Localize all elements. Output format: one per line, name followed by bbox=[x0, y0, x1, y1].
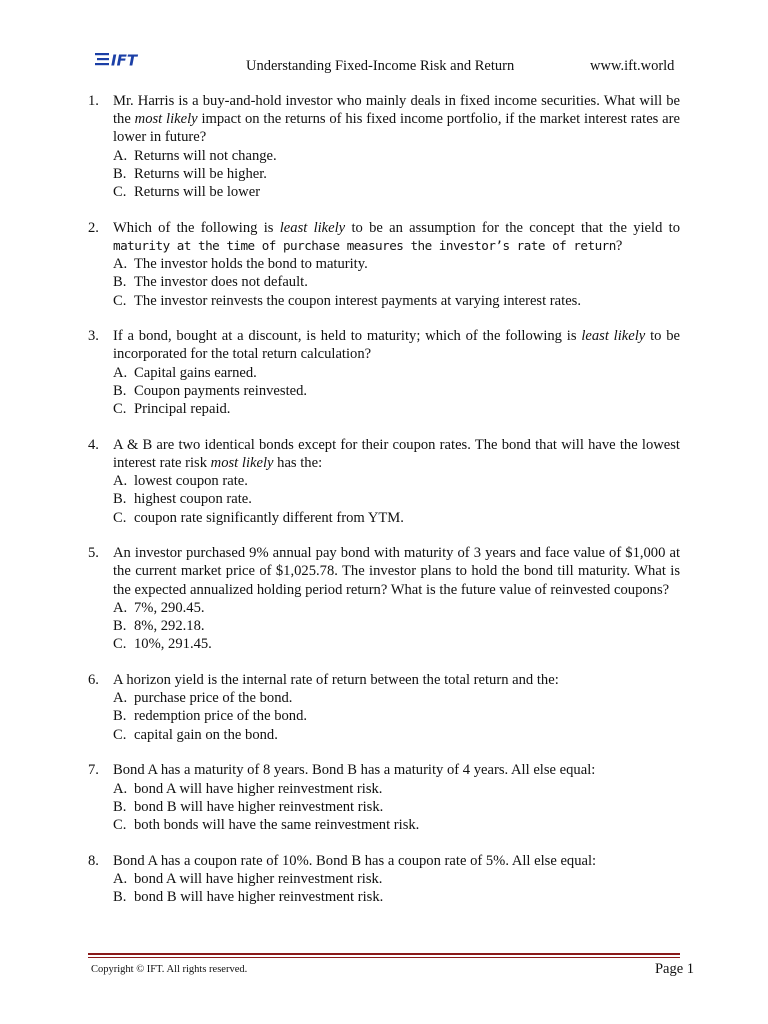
question-number: 7. bbox=[88, 762, 99, 779]
question-emphasis: least likely bbox=[581, 328, 646, 345]
option-text: Principal repaid. bbox=[134, 401, 231, 418]
option-text: both bonds will have the same reinvestment risk. bbox=[134, 816, 420, 833]
question-item bbox=[88, 671, 680, 744]
question-text bbox=[113, 92, 680, 147]
question-text-segment: Which of the following is bbox=[113, 219, 280, 236]
option-letter: A. bbox=[113, 599, 128, 616]
option-letter: B. bbox=[113, 274, 127, 291]
question-emphasis: most likely bbox=[210, 454, 274, 471]
option-letter: B. bbox=[113, 708, 127, 725]
option-text: purchase price of the bond. bbox=[134, 690, 293, 707]
option-letter: C. bbox=[113, 509, 127, 526]
question-item bbox=[88, 219, 680, 310]
question-text-segment: has the: bbox=[273, 454, 323, 471]
option-letter: B. bbox=[113, 618, 127, 635]
question-text-segment: If a bond, bought at a discount, is held to maturity; which of the following is bbox=[113, 328, 582, 345]
option-text: redemption price of the bond. bbox=[134, 708, 308, 725]
answer-option bbox=[113, 472, 680, 490]
option-letter: A. bbox=[113, 473, 128, 490]
option-letter: A. bbox=[113, 364, 128, 381]
option-letter: A. bbox=[113, 780, 128, 797]
question-text bbox=[113, 327, 680, 363]
ift-logo-text: IFT bbox=[111, 51, 138, 68]
question-number: 4. bbox=[88, 436, 99, 453]
option-text: bond B will have higher reinvestment risk. bbox=[134, 889, 384, 906]
answer-options bbox=[113, 364, 680, 419]
option-text: 10%, 291.45. bbox=[134, 636, 212, 653]
question-text-segment: An investor purchased 9% annual pay bond with maturity of 3 years and face value of $1,000 at the current market price of $1,025.78. The investor plans to hold the bond till maturity. What is the expected annualized holding period return? What is the future value of reinvested coupons? bbox=[113, 545, 680, 598]
question-list bbox=[88, 92, 680, 924]
answer-option bbox=[113, 273, 680, 291]
option-text: 8%, 292.18. bbox=[134, 618, 205, 635]
question-number: 2. bbox=[88, 219, 99, 236]
option-text: 7%, 290.45. bbox=[134, 599, 205, 616]
option-letter: C. bbox=[113, 292, 127, 309]
question-item bbox=[88, 327, 680, 418]
option-letter: C. bbox=[113, 184, 127, 201]
question-text-segment: A & B are two identical bonds except for their coupon rates. The bond that will have the lowest interest rate risk bbox=[113, 436, 680, 471]
option-text: The investor reinvests the coupon interest payments at varying interest rates. bbox=[134, 292, 582, 309]
answer-option bbox=[113, 292, 680, 310]
option-text: Returns will not change. bbox=[134, 147, 277, 164]
answer-option bbox=[113, 870, 680, 888]
question-item bbox=[88, 852, 680, 907]
option-text: bond B will have higher reinvestment risk. bbox=[134, 798, 384, 815]
question-emphasis: least likely bbox=[279, 219, 346, 236]
question-number: 1. bbox=[88, 93, 99, 109]
question-number: 6. bbox=[88, 671, 99, 688]
option-letter: B. bbox=[113, 491, 127, 508]
option-letter: B. bbox=[113, 889, 127, 906]
question-text bbox=[113, 544, 680, 599]
question-text-segment: impact on the returns of his fixed income portfolio, if the market interest rates are lower in future? bbox=[113, 111, 680, 146]
answer-option bbox=[113, 364, 680, 382]
option-letter: A. bbox=[113, 870, 128, 887]
question-item bbox=[88, 544, 680, 653]
option-text: capital gain on the bond. bbox=[134, 726, 278, 743]
option-letter: C. bbox=[113, 636, 127, 653]
option-letter: A. bbox=[113, 690, 128, 707]
question-text-segment: A horizon yield is the internal rate of return between the total return and the: bbox=[113, 671, 559, 688]
option-text: Coupon payments reinvested. bbox=[134, 382, 308, 399]
answer-option bbox=[113, 165, 680, 183]
option-text: coupon rate significantly different from YTM. bbox=[134, 509, 404, 526]
question-number: 3. bbox=[88, 328, 99, 345]
question-text-segment: maturity at the time of purchase measures the investor’s rate of return bbox=[113, 237, 616, 253]
answer-options bbox=[113, 472, 680, 527]
option-letter: C. bbox=[113, 726, 127, 743]
option-text: The investor does not default. bbox=[134, 274, 308, 291]
option-letter: A. bbox=[113, 147, 128, 164]
option-text: Capital gains earned. bbox=[134, 364, 257, 381]
answer-option bbox=[113, 255, 680, 273]
answer-options bbox=[113, 599, 680, 654]
ift-logo bbox=[95, 50, 153, 68]
answer-option bbox=[113, 707, 680, 725]
answer-options bbox=[113, 689, 680, 744]
question-emphasis: most likely bbox=[134, 111, 198, 128]
copyright-notice: Copyright © IFT. All rights reserved. bbox=[91, 964, 248, 975]
answer-option bbox=[113, 490, 680, 508]
option-text: bond A will have higher reinvestment risk. bbox=[134, 870, 383, 887]
question-text-segment: ? bbox=[615, 237, 623, 254]
option-letter: B. bbox=[113, 165, 127, 182]
question-item bbox=[88, 761, 680, 834]
question-text-segment: to be an assumption for the concept that the yield to bbox=[345, 219, 681, 236]
option-letter: C. bbox=[113, 816, 127, 833]
answer-option bbox=[113, 689, 680, 707]
answer-option bbox=[113, 635, 680, 653]
question-text bbox=[113, 852, 680, 870]
question-text-segment: Mr. Harris is a buy-and-hold investor who mainly deals in fixed income securities. What will be the bbox=[113, 93, 680, 128]
question-number: 5. bbox=[88, 545, 99, 562]
answer-option bbox=[113, 617, 680, 635]
answer-option bbox=[113, 798, 680, 816]
option-text: bond A will have higher reinvestment risk. bbox=[134, 780, 383, 797]
option-text: lowest coupon rate. bbox=[134, 473, 248, 490]
question-text bbox=[113, 436, 680, 472]
footer-rule bbox=[88, 953, 680, 955]
answer-options bbox=[113, 870, 680, 906]
question-item bbox=[88, 92, 680, 201]
option-letter: A. bbox=[113, 256, 128, 273]
answer-options bbox=[113, 147, 680, 202]
document-title: Understanding Fixed-Income Risk and Return bbox=[246, 58, 515, 74]
option-letter: B. bbox=[113, 798, 127, 815]
answer-option bbox=[113, 147, 680, 165]
question-text-segment: Bond A has a maturity of 8 years. Bond B has a maturity of 4 years. All else equal: bbox=[113, 762, 596, 779]
question-text bbox=[113, 219, 680, 255]
website-url: www.ift.world bbox=[590, 58, 675, 74]
answer-option bbox=[113, 780, 680, 798]
answer-option bbox=[113, 816, 680, 834]
question-text bbox=[113, 761, 680, 779]
option-letter: C. bbox=[113, 401, 127, 418]
answer-option bbox=[113, 726, 680, 744]
page-header bbox=[0, 0, 768, 84]
option-text: The investor holds the bond to maturity. bbox=[134, 256, 368, 273]
question-item bbox=[88, 436, 680, 527]
option-letter: B. bbox=[113, 382, 127, 399]
option-text: highest coupon rate. bbox=[134, 491, 252, 508]
answer-options bbox=[113, 255, 680, 310]
question-text-segment: to be incorporated for the total return calculation? bbox=[113, 328, 681, 363]
option-text: Returns will be higher. bbox=[134, 165, 267, 182]
answer-option bbox=[113, 599, 680, 617]
question-text bbox=[113, 671, 680, 689]
answer-option bbox=[113, 183, 680, 201]
answer-option bbox=[113, 509, 680, 527]
answer-option bbox=[113, 400, 680, 418]
answer-option bbox=[113, 888, 680, 906]
answer-options bbox=[113, 780, 680, 835]
page-number: Page 1 bbox=[654, 961, 694, 977]
question-number: 8. bbox=[88, 852, 99, 869]
question-text-segment: Bond A has a coupon rate of 10%. Bond B has a coupon rate of 5%. All else equal: bbox=[113, 852, 597, 869]
answer-option bbox=[113, 382, 680, 400]
option-text: Returns will be lower bbox=[134, 184, 261, 201]
footer-rule-thin bbox=[88, 957, 680, 958]
